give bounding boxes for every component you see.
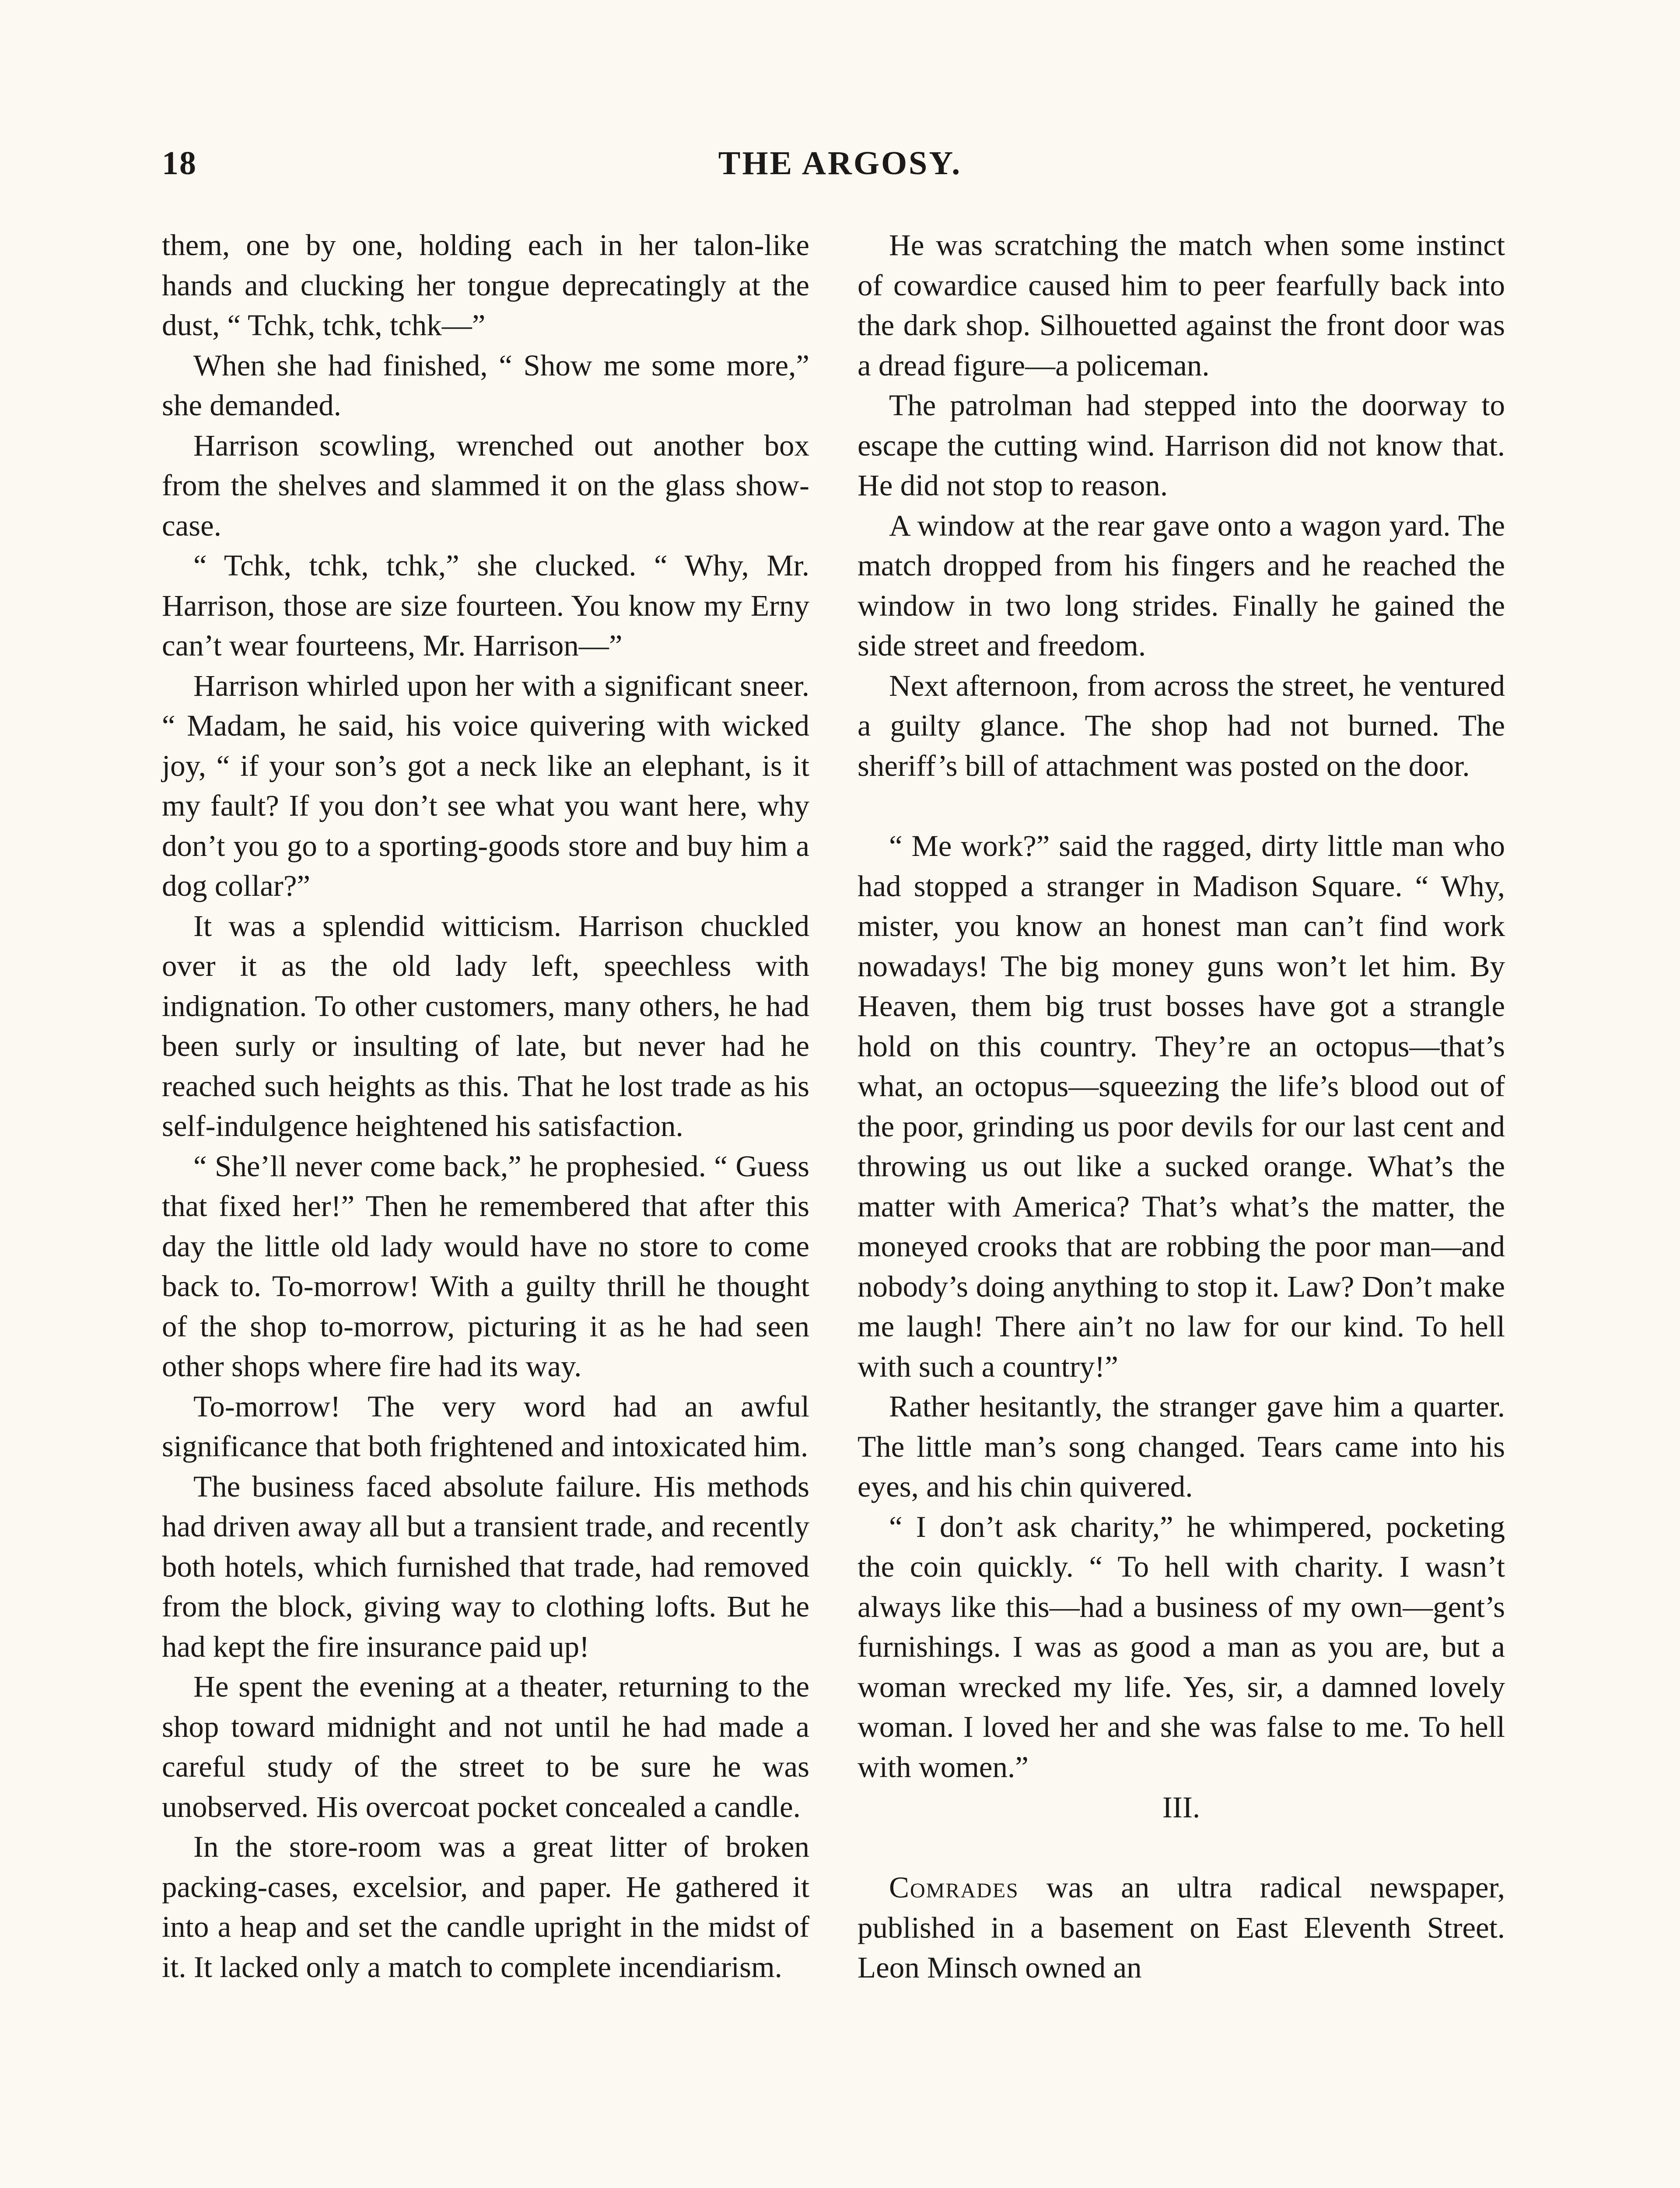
paragraph: Harrison scowling, wrenched out another box from the shelves and slammed it on the glass show-case. <box>162 428 809 542</box>
running-title: THE ARGOSY. <box>718 145 962 182</box>
paragraph: them, one by one, holding each in her talon-like hands and clucking her tongue deprecatingly at the dust, “ Tchk, tchk, tchk—” <box>162 228 809 342</box>
paragraph: Rather hesitantly, the stranger gave him a quarter. The little man’s song changed. Tears came into his eyes, and his chin quivered. <box>858 1390 1505 1503</box>
paragraph: “ She’ll never come back,” he prophesied. “ Guess that fixed her!” Then he remembered that after this day the little old lady would have no store to come back to. To-morrow! With a guilty thrill he thought of the shop to-morrow, picturing it as he had seen other shops where fire had its way. <box>162 1149 809 1383</box>
paragraph: “ I don’t ask charity,” he whimpered, pocketing the coin quickly. “ To hell with charity. I wasn’t always like this—had a business of my own—gent’s furnishings. I was as good a man as you are, but a woman wrecked my life. Yes, sir, a damned lovely woman. I loved her and she was false to me. To hell with women.” <box>858 1510 1505 1784</box>
paragraph: When she had finished, “ Show me some more,” she demanded. <box>162 348 809 422</box>
paragraph: The business faced absolute failure. His methods had driven away all but a transient trade, and recently both hotels, which furnished that trade, had removed from the block, giving way to clothing lofts. But he had kept the fire insurance paid up! <box>162 1469 809 1663</box>
right-column <box>858 225 1505 1988</box>
paragraph: He spent the evening at a theater, returning to the shop toward midnight and not until he had made a careful study of the street to be sure he was unobserved. His overcoat pocket concealed a candle. <box>162 1670 809 1823</box>
paragraph: He was scratching the match when some instinct of cowardice caused him to peer fearfully back into the dark shop. Silhouetted against the front door was a dread figure—a policeman. <box>858 228 1505 382</box>
paragraph: “ Me work?” said the ragged, dirty little man who had stopped a stranger in Madison Square. “ Why, mister, you know an honest man can’t find work nowadays! The big money guns won’t let him. By Heaven, them big trust bosses have got a strangle hold on this country. They’re an octopus—that’s what, an octopus—squeezing the life’s blood out of the poor, grinding us poor devils for our last cent and throwing us out like a sucked orange. What’s the matter with America? That’s what’s the matter, the moneyed crooks that are robbing the poor man—and nobody’s doing anything to stop it. Law? Don’t make me laugh! There ain’t no law for our kind. To hell with such a country!” <box>858 829 1505 1383</box>
page-header <box>162 144 1518 193</box>
left-column <box>162 225 809 1987</box>
paragraph: Next afternoon, from across the street, he ventured a guilty glance. The shop had not burned. The sheriff’s bill of attachment was posted on the door. <box>858 669 1505 782</box>
paragraph: The patrolman had stepped into the doorway to escape the cutting wind. Harrison did not know that. He did not stop to reason. <box>858 389 1505 502</box>
paragraph: To-morrow! The very word had an awful significance that both frightened and intoxicated him. <box>162 1389 809 1463</box>
paragraph: A window at the rear gave onto a wagon yard. The match dropped from his fingers and he reached the window in two long strides. Finally he gained the side street and freedom. <box>858 508 1505 662</box>
paragraph: It was a splendid witticism. Harrison chuckled over it as the old lady left, speechless with indignation. To other customers, many others, he had been surly or insulting of late, but never had he reached such heights as this. That he lost trade as his self-indulgence heightened his satisfaction. <box>162 909 809 1143</box>
paragraph: “ Tchk, tchk, tchk,” she clucked. “ Why, Mr. Harrison, those are size fourteen. You know my Erny can’t wear fourteens, Mr. Harrison—” <box>162 549 809 662</box>
scene-break <box>858 786 1505 826</box>
paragraph: Harrison whirled upon her with a significant sneer. “ Madam, he said, his voice quivering with wicked joy, “ if your son’s got a neck like an elephant, is it my fault? If you don’t see what you want here, why don’t you go to a sporting-goods store and buy him a dog collar?” <box>162 669 809 902</box>
section-paragraph-text: was an ultra radical newspaper, published in a basement on East Eleventh Street. Leon Minsch owned an <box>858 1871 1505 1984</box>
section-opening-paragraph <box>858 1868 1505 1988</box>
page-number: 18 <box>162 145 197 182</box>
section-heading: III. <box>1162 1791 1200 1824</box>
paragraph: In the store-room was a great litter of broken packing-cases, excelsior, and paper. He gathered it into a heap and set the candle upright in the midst of it. It lacked only a match to complete incendiarism. <box>162 1830 809 1984</box>
section-lead-word: Comrades <box>889 1871 1019 1904</box>
